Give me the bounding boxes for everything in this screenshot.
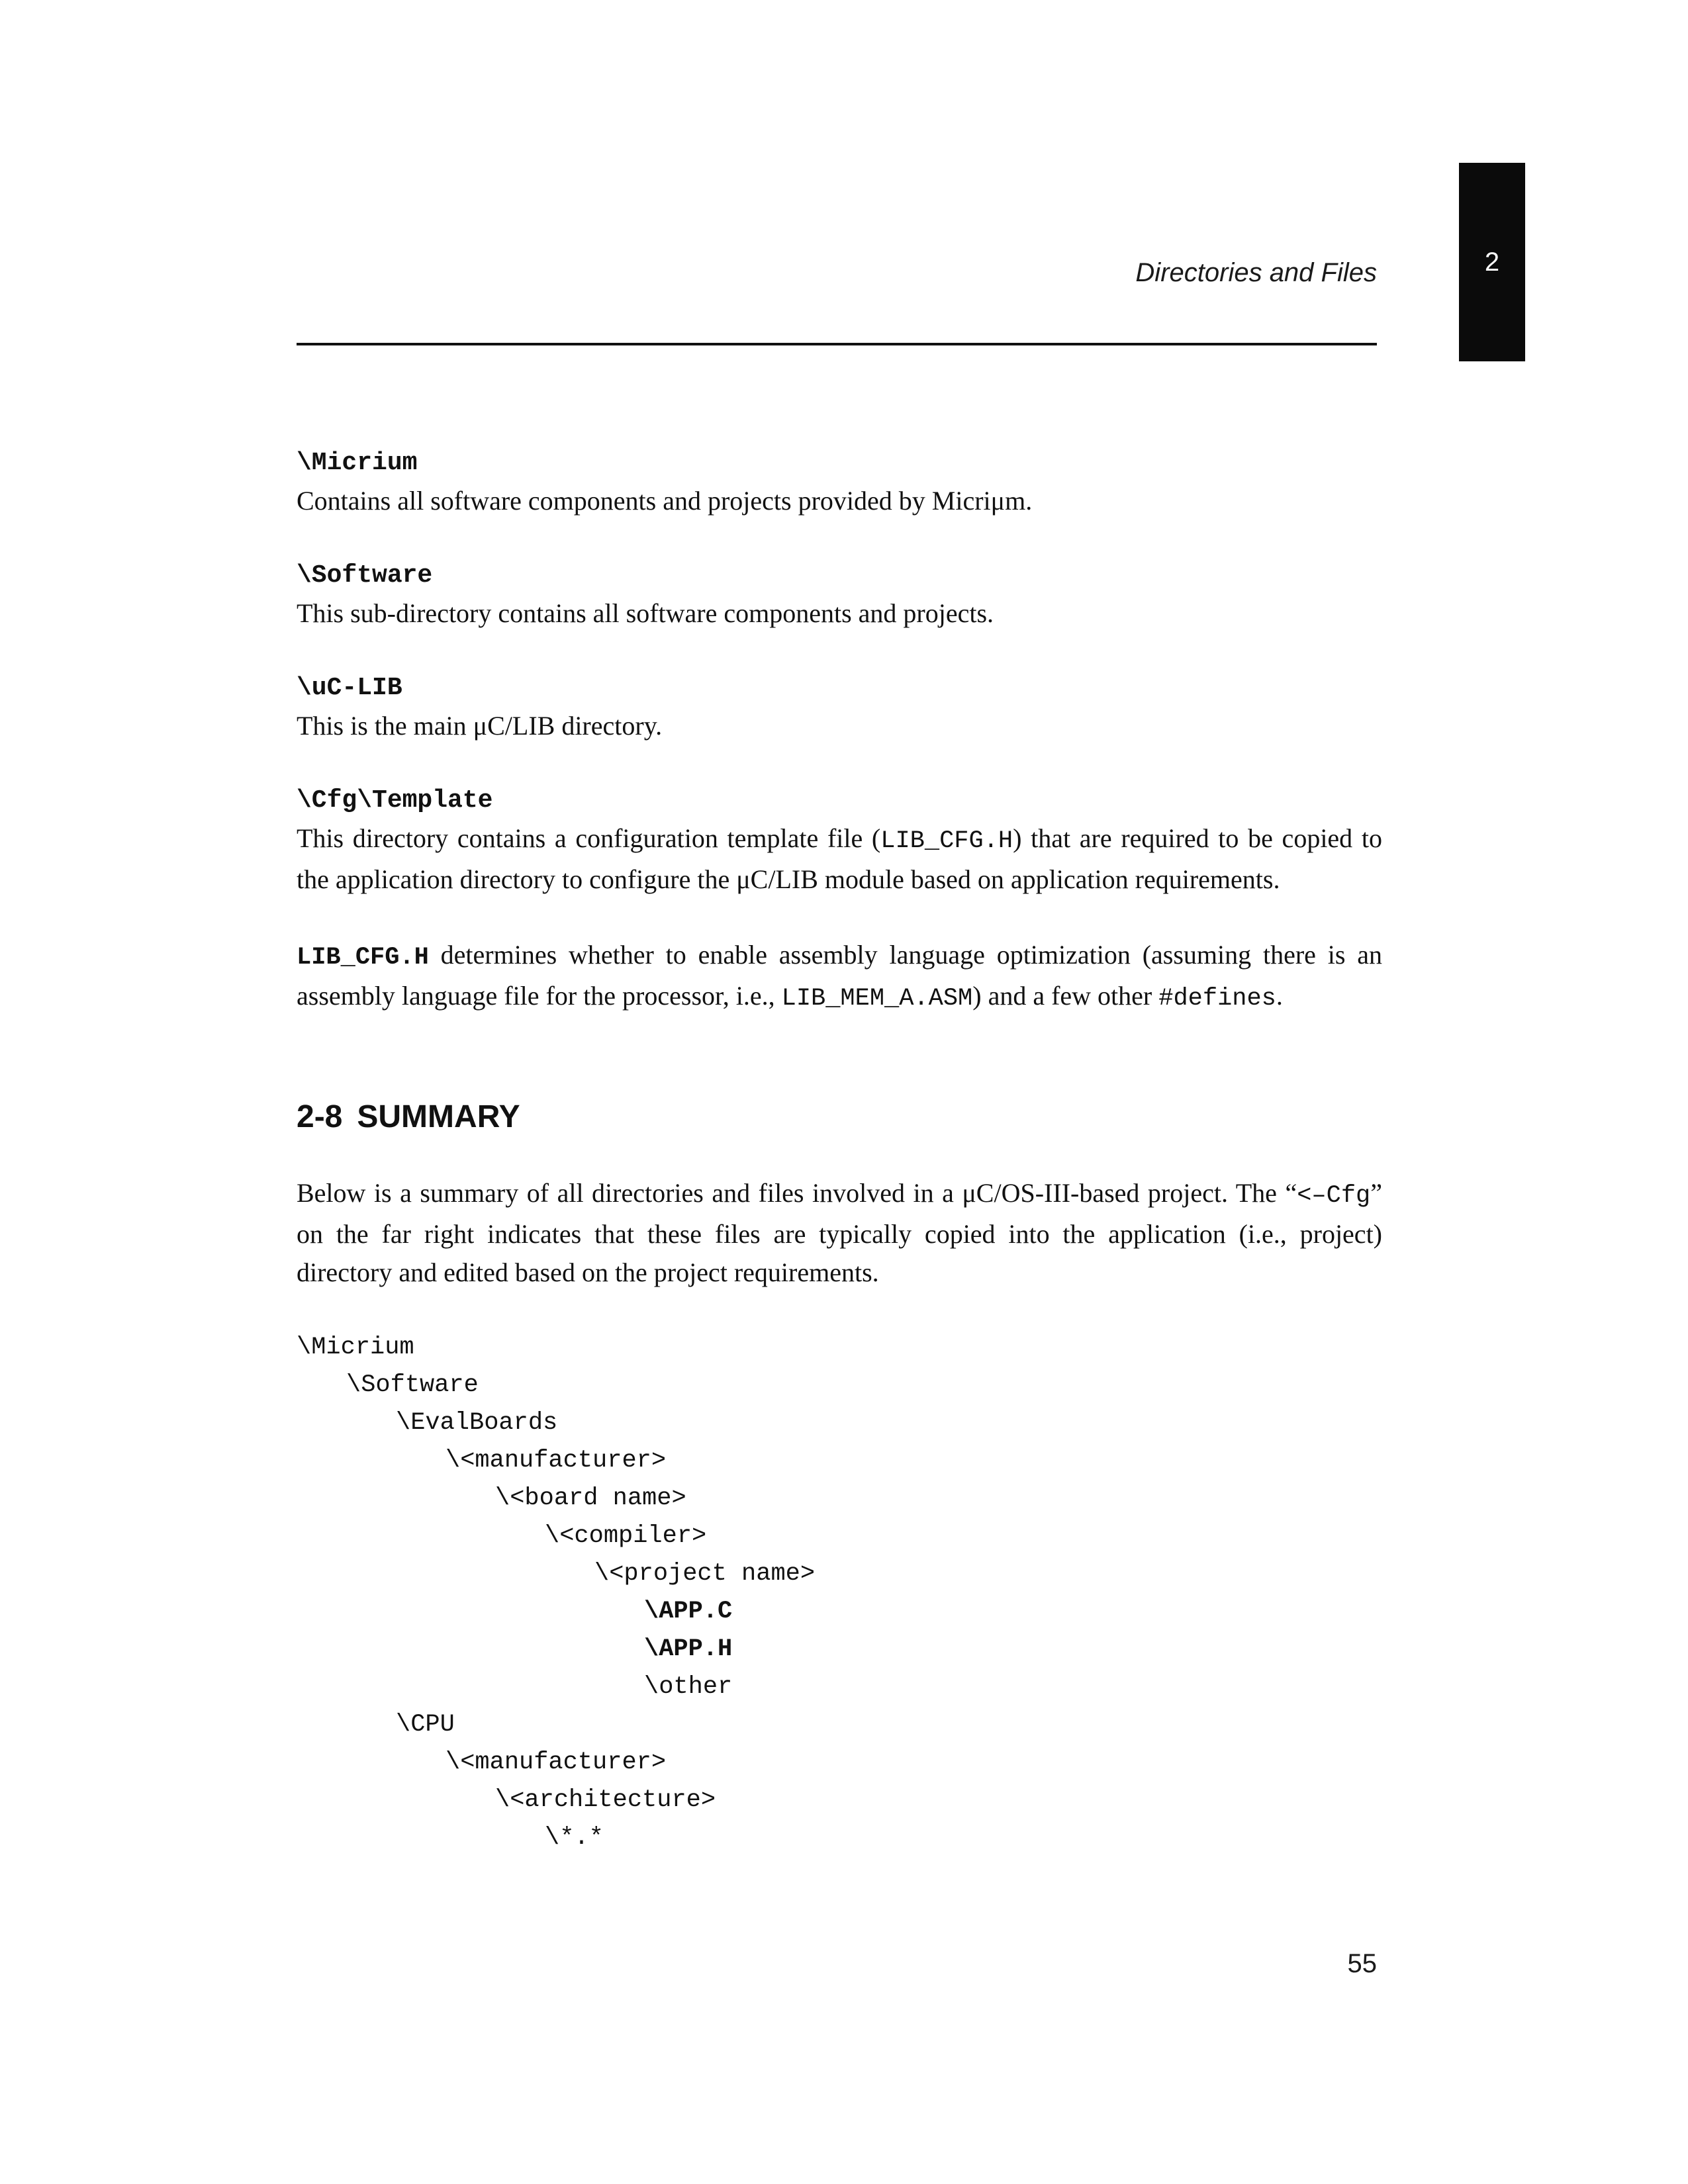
tree-item: \Software [346,1371,479,1399]
tree-item: \<project name> [594,1560,816,1588]
text-segment: Below is a summary of all directories and files involved in a μC/OS-III-based project. The “ [297,1178,1297,1208]
tree-item: \APP.H [644,1635,733,1663]
page-number: 55 [1347,1949,1377,1978]
tree-item: \<architecture> [495,1786,716,1814]
entry-description: This is the main μC/LIB directory. [297,711,663,741]
tree-item: \CPU [396,1711,455,1739]
directory-tree [297,1329,1382,1857]
page-content [297,445,1382,1857]
entry-software [297,557,1382,633]
cfg-marker: <–Cfg [1297,1182,1371,1210]
entry-description: This sub-directory contains all software components and projects. [297,598,994,628]
tree-item: \*.* [545,1824,604,1852]
tree-item: \<compiler> [545,1522,707,1550]
tree-item: \<board name> [495,1484,686,1512]
lib-cfg-paragraph [297,936,1382,1018]
entry-heading: \Cfg\Template [297,786,493,815]
section-heading [297,1097,1382,1137]
running-header-title: Directories and Files [1135,258,1377,287]
tree-item: \Micrium [297,1334,414,1361]
entry-description [297,819,1382,899]
chapter-number: 2 [1484,247,1500,277]
chapter-tab [1459,163,1525,361]
section-number: 2-8 [297,1099,343,1134]
entry-description: Contains all software components and projects provided by Micriμm. [297,486,1033,516]
text-segment: ) that are required to be copied to the application directory to configure the μC/LIB module based on application requirements. [297,823,1382,894]
entry-cfg-template [297,782,1382,899]
entry-uc-lib [297,670,1382,745]
tree-item: \<manufacturer> [445,1447,667,1475]
section-title: SUMMARY [357,1099,520,1134]
text-segment: This directory contains a configuration template file ( [297,823,881,853]
tree-item: \<manufacturer> [445,1749,667,1776]
text-segment: determines whether to enable assembly language optimization (assuming there is an assembly language file for the processor, i.e., [297,940,1382,1011]
header-rule [297,343,1377,345]
file-name: LIB_CFG.H [880,827,1013,855]
entry-micrium [297,445,1382,520]
text-segment: . [1276,981,1283,1011]
tree-item: \APP.C [644,1598,733,1625]
text-segment: ) and a few other [972,981,1159,1011]
tree-item: \EvalBoards [396,1409,558,1437]
tree-item: \other [644,1673,733,1701]
entry-heading: \uC-LIB [297,674,402,702]
text-segment: ” on the far right indicates that these files are typically copied into the application (i.e., project) directory and edited based on the project requirements. [297,1178,1382,1287]
summary-paragraph [297,1174,1382,1292]
entry-heading: \Micrium [297,449,418,477]
file-name-bold: LIB_CFG.H [297,944,429,972]
entry-heading: \Software [297,561,433,590]
code-defines: #defines [1158,985,1276,1013]
file-name: LIB_MEM_A.ASM [781,985,973,1013]
